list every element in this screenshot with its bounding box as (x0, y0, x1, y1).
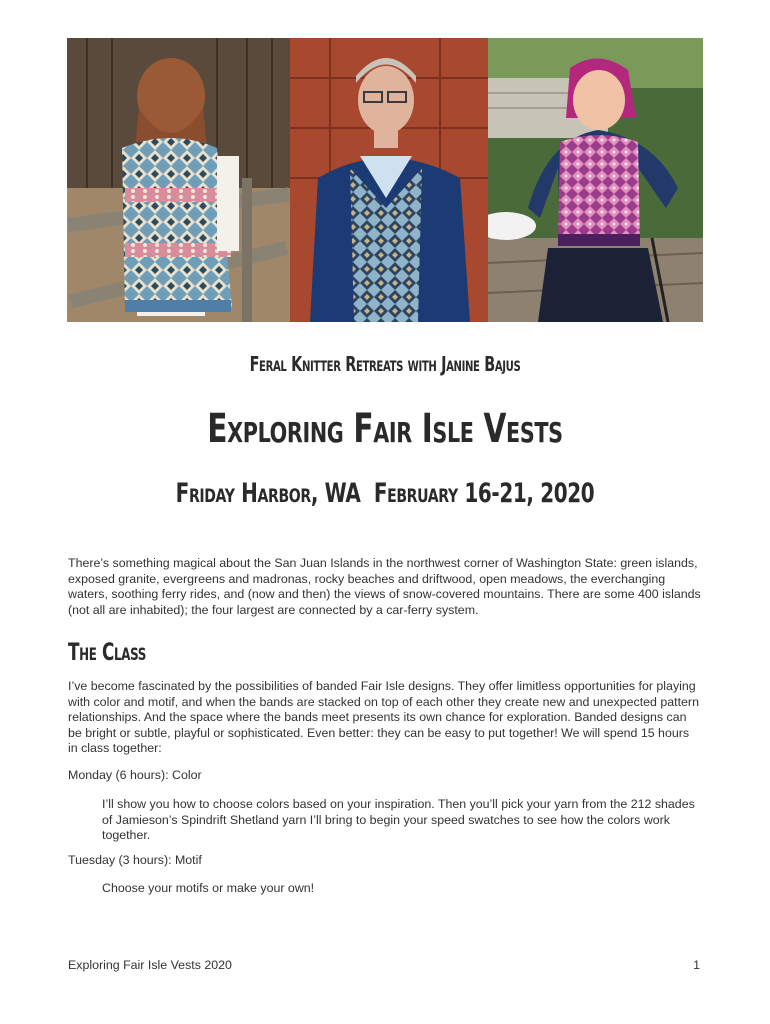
footer-doc-title: Exploring Fair Isle Vests 2020 (68, 958, 232, 972)
class-paragraph: I’ve become fascinated by the possibilities of banded Fair Isle designs. They offer limitless opportunities for playing with color and motif, and when the bands are stacked on top of each other they create new and unexpected pattern relationships. And the space where the bands meet presents its own chance for exploration. Banded designs can be bright or subtle, playful or sophisticated. Even better: they can be easy to put together! We will spend 15 hours in class together: (68, 679, 699, 756)
footer-page-number: 1 (693, 958, 700, 972)
retreat-subtitle: Feral Knitter Retreats with Janine Bajus (249, 352, 521, 376)
monday-label: Monday (6 hours): Color (68, 768, 202, 782)
tuesday-label: Tuesday (3 hours): Motif (68, 853, 202, 867)
photo-man-in-vest (290, 38, 488, 322)
intro-paragraph: There’s something magical about the San Juan Islands in the northwest corner of Washington State: green islands, exposed granite, evergreens and madronas, rocky beaches and driftwood, open meadows, the everchanging waters, soothing ferry rides, and (now and then) the views of snow-covered mountains. There are some 400 islands (not all are inhabited); the four largest are connected by a car-ferry system. (68, 556, 701, 617)
dates: February 16-21, 2020 (373, 478, 595, 509)
photo-woman-back-vest (67, 38, 290, 322)
tuesday-description: Choose your motifs or make your own! (102, 881, 315, 895)
photo-woman-purple-vest (488, 38, 703, 322)
location-dates-line (100, 478, 670, 509)
location: Friday Harbor, WA (175, 478, 361, 509)
header-photo-strip (67, 38, 703, 322)
section-heading-the-class: The Class (68, 638, 146, 666)
monday-description: I’ll show you how to choose colors based on your inspiration. Then you’ll pick your yarn from the 212 shades of Jamieson’s Spindrift Shetland yarn I’ll bring to begin your speed swatches to see how the colors work together. (102, 797, 695, 843)
page-title: Exploring Fair Isle Vests (207, 406, 563, 452)
